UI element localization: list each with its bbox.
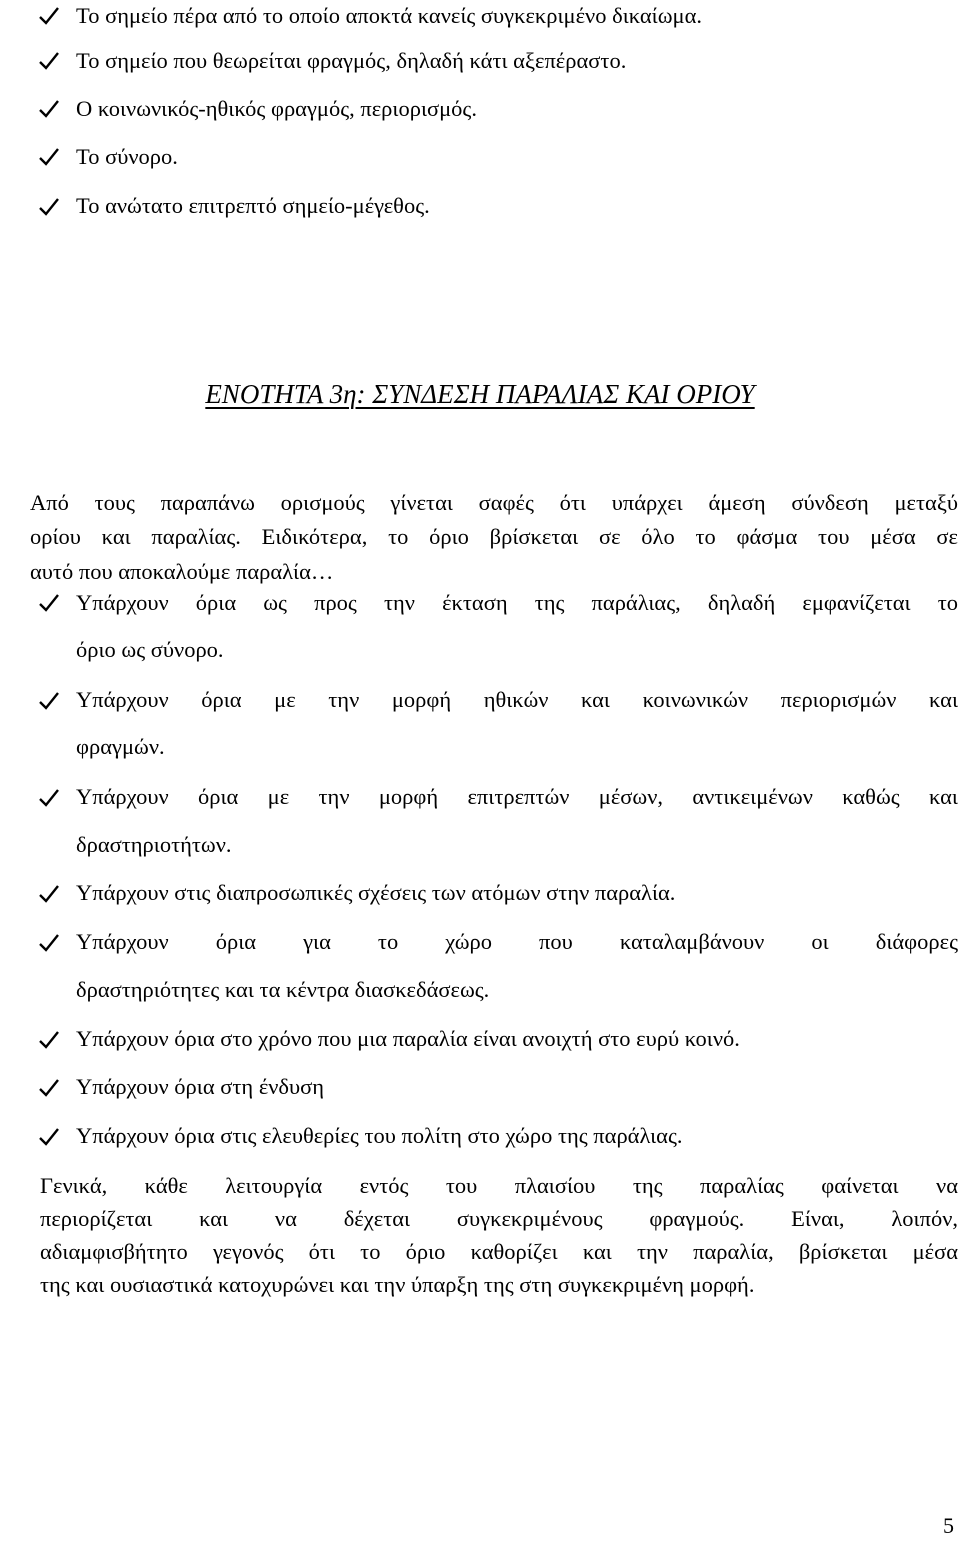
definition-item: Το σημείο πέρα από το οποίο αποκτά κανείς συγκεκριμένο δικαίωμα. <box>76 3 703 28</box>
bullet-text-continued: φραγμών. <box>76 734 165 759</box>
checkmark-icon <box>38 98 60 120</box>
intro-line: ορίου και παραλίας. Ειδικότερα, το όριο βρίσκεται σε όλο το φάσμα του μέσα σε <box>30 524 958 549</box>
conclusion-line: Γενικά, κάθε λειτουργία εντός του πλαισίου της παραλίας φαίνεται να <box>40 1173 958 1198</box>
page-number: 5 <box>943 1513 954 1538</box>
bullet-text-continued: δραστηριότητες και τα κέντρα διασκεδάσεως. <box>76 977 490 1002</box>
bullet-text-continued: δραστηριοτήτων. <box>76 832 232 857</box>
conclusion-line: της και ουσιαστικά κατοχυρώνει και την ύπαρξη της στη συγκεκριμένη μορφή. <box>40 1272 755 1297</box>
definition-item: Ο κοινωνικός-ηθικός φραγμός, περιορισμός. <box>76 96 477 121</box>
bullet-text: Υπάρχουν όρια με την μορφή επιτρεπτών μέσων, αντικειμένων καθώς και <box>76 784 958 809</box>
intro-line: Από τους παραπάνω ορισμούς γίνεται σαφές ότι υπάρχει άμεση σύνδεση μεταξύ <box>30 490 958 515</box>
bullet-text: Υπάρχουν όρια για το χώρο που καταλαμβάνουν οι διάφορες <box>76 929 958 954</box>
checkmark-icon <box>38 196 60 218</box>
definition-item: Το σύνορο. <box>76 144 178 169</box>
checkmark-icon <box>38 1126 60 1148</box>
definition-item: Το ανώτατο επιτρεπτό σημείο-μέγεθος. <box>76 193 430 218</box>
checkmark-icon <box>38 592 60 614</box>
checkmark-icon <box>38 50 60 72</box>
bullet-text: Υπάρχουν όρια με την μορφή ηθικών και κοινωνικών περιορισμών και <box>76 687 958 712</box>
section-heading: ΕΝΟΤΗΤΑ 3η: ΣΥΝΔΕΣΗ ΠΑΡΑΛΙΑΣ ΚΑΙ ΟΡΙΟΥ <box>205 379 755 409</box>
checkmark-icon <box>38 883 60 905</box>
conclusion-line: περιορίζεται και να δέχεται συγκεκριμένους φραγμούς. Είναι, λοιπόν, <box>40 1206 958 1231</box>
checkmark-icon <box>38 787 60 809</box>
checkmark-icon <box>38 146 60 168</box>
conclusion-line: αδιαμφισβήτητο γεγονός ότι το όριο καθορίζει και την παραλία, βρίσκεται μέσα <box>40 1239 958 1264</box>
bullet-text: Υπάρχουν όρια στις ελευθερίες του πολίτη στο χώρο της παράλιας. <box>76 1123 683 1148</box>
intro-line: αυτό που αποκαλούμε παραλία… <box>30 559 334 584</box>
bullet-text-continued: όριο ως σύνορο. <box>76 637 224 662</box>
bullet-text: Υπάρχουν όρια στο χρόνο που μια παραλία είναι ανοιχτή στο ευρύ κοινό. <box>76 1026 740 1051</box>
checkmark-icon <box>38 690 60 712</box>
bullet-text: Υπάρχουν όρια ως προς την έκταση της παράλιας, δηλαδή εμφανίζεται το <box>76 590 958 615</box>
bullet-text: Υπάρχουν στις διαπροσωπικές σχέσεις των ατόμων στην παραλία. <box>76 880 676 905</box>
checkmark-icon <box>38 1077 60 1099</box>
checkmark-icon <box>38 5 60 27</box>
checkmark-icon <box>38 932 60 954</box>
bullet-text: Υπάρχουν όρια στη ένδυση <box>76 1074 325 1099</box>
definition-item: Το σημείο που θεωρείται φραγμός, δηλαδή κάτι αξεπέραστο. <box>76 48 627 73</box>
checkmark-icon <box>38 1029 60 1051</box>
